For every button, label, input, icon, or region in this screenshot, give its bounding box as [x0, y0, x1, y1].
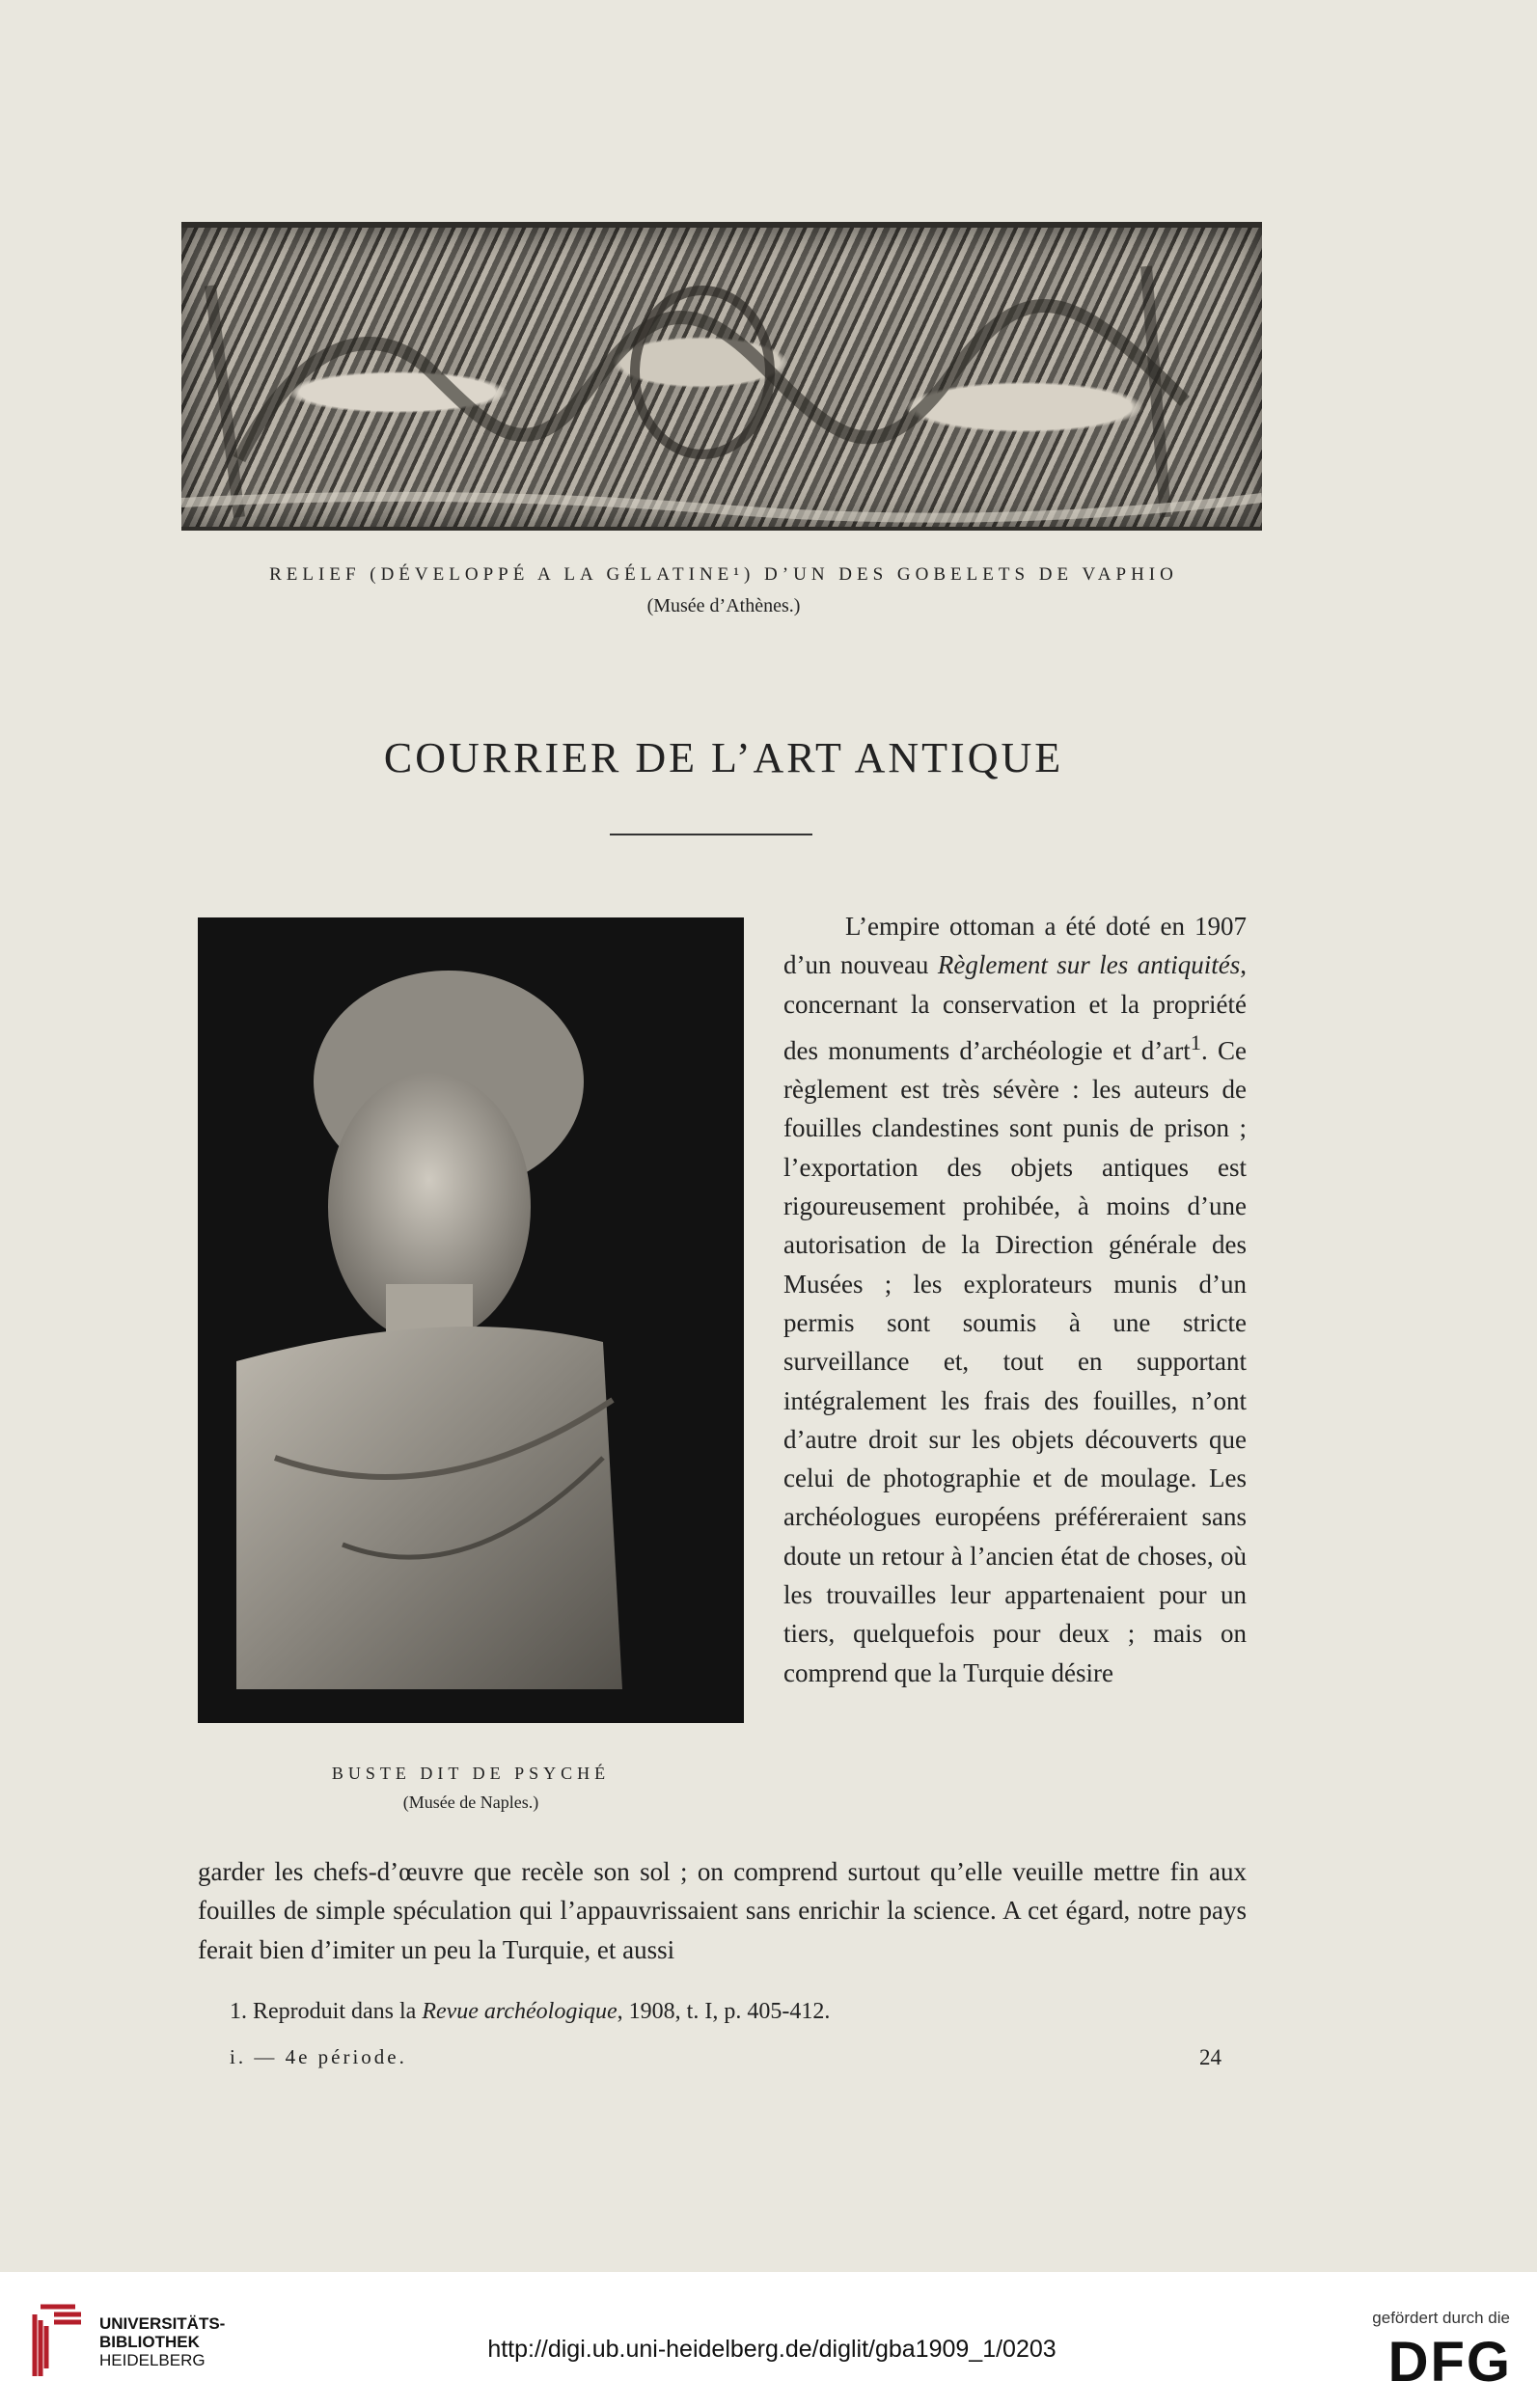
- text-run: L’empire ottoman a été doté en 1907 d’un nouveau: [783, 912, 1247, 980]
- paragraph: garder les chefs-d’œuvre que recèle son sol ; on comprend surtout qu’elle veuille mettre fin aux fouilles de simple spéculation qui l’appauvrissaient sans enrichir la science. A cet égard, notre pays ferait bien d’imiter un peu la Turquie, et aussi: [198, 1857, 1247, 1964]
- body-full-width-text: [198, 1852, 1247, 1969]
- text-run: , concernant la conservation et la propriété des monuments d’archéologie et d’art: [783, 950, 1247, 1065]
- footnote-text: , 1908, t. I, p. 405-412.: [617, 1999, 831, 2024]
- italic-title: Règlement sur les antiquités: [937, 950, 1241, 980]
- funded-by-label: gefördert durch die: [1372, 2309, 1510, 2327]
- permalink-url[interactable]: http://digi.ub.uni-heidelberg.de/diglit/gba1909_1/0203: [487, 2336, 1057, 2363]
- relief-image: [181, 222, 1262, 531]
- library-name: [99, 2314, 225, 2369]
- article-title: COURRIER DE L’ART ANTIQUE: [383, 734, 1064, 781]
- footnote-journal: Revue archéologique: [422, 1999, 618, 2024]
- page-footer: [230, 2045, 1221, 2069]
- dfg-logo: DFG: [1387, 2331, 1512, 2394]
- footnote-number: 1.: [230, 1999, 247, 2024]
- footnote: [230, 1999, 1252, 2025]
- body-column-text: [783, 907, 1247, 1692]
- text-run: . Ce règlement est très sévère : les auteurs de fouilles clandestines sont punis de prison ; l’exportation des objets antiques est rigoureusement prohibée, à moins d’une autorisation de la Direction générale des Musées ; les explorateurs munis d’un permis sont soumis à une stricte surveillance et, tout en supportant intégralement les frais des fouilles, n’ont d’autre droit sur les objets découverts que celui de photographie et de moulage. Les archéologues européens préféreraient sans doute un retour à l’ancien état de choses, où les trouvailles leur appartenaient pour un tiers, quelquefois pour deux ; mais on comprend que la Turquie désire: [783, 1035, 1247, 1687]
- library-line: UNIVERSITÄTS-: [99, 2314, 226, 2333]
- footnote-text: Reproduit dans la: [247, 1999, 423, 2024]
- relief-location: (Musée d’Athènes.): [646, 595, 801, 616]
- footnote-marker: 1: [1190, 1029, 1202, 1054]
- page-number: 24: [1199, 2045, 1221, 2069]
- relief-caption: RELIEF (DÉVELOPPÉ A LA GÉLATINE¹) D’UN DES GOBELETS DE VAPHIO: [269, 564, 1178, 585]
- digitization-banner: [0, 2272, 1537, 2408]
- psyche-bust-photo: [198, 917, 744, 1723]
- library-line: HEIDELBERG: [99, 2351, 206, 2369]
- library-logo-icon: [27, 2301, 89, 2382]
- bust-caption: BUSTE DIT DE PSYCHÉ: [331, 1764, 611, 1783]
- period-label: i. — 4e période.: [230, 2045, 407, 2068]
- library-line: BIBLIOTHEK: [99, 2333, 200, 2351]
- bust-location: (Musée de Naples.): [402, 1792, 539, 1812]
- title-divider: [610, 834, 812, 835]
